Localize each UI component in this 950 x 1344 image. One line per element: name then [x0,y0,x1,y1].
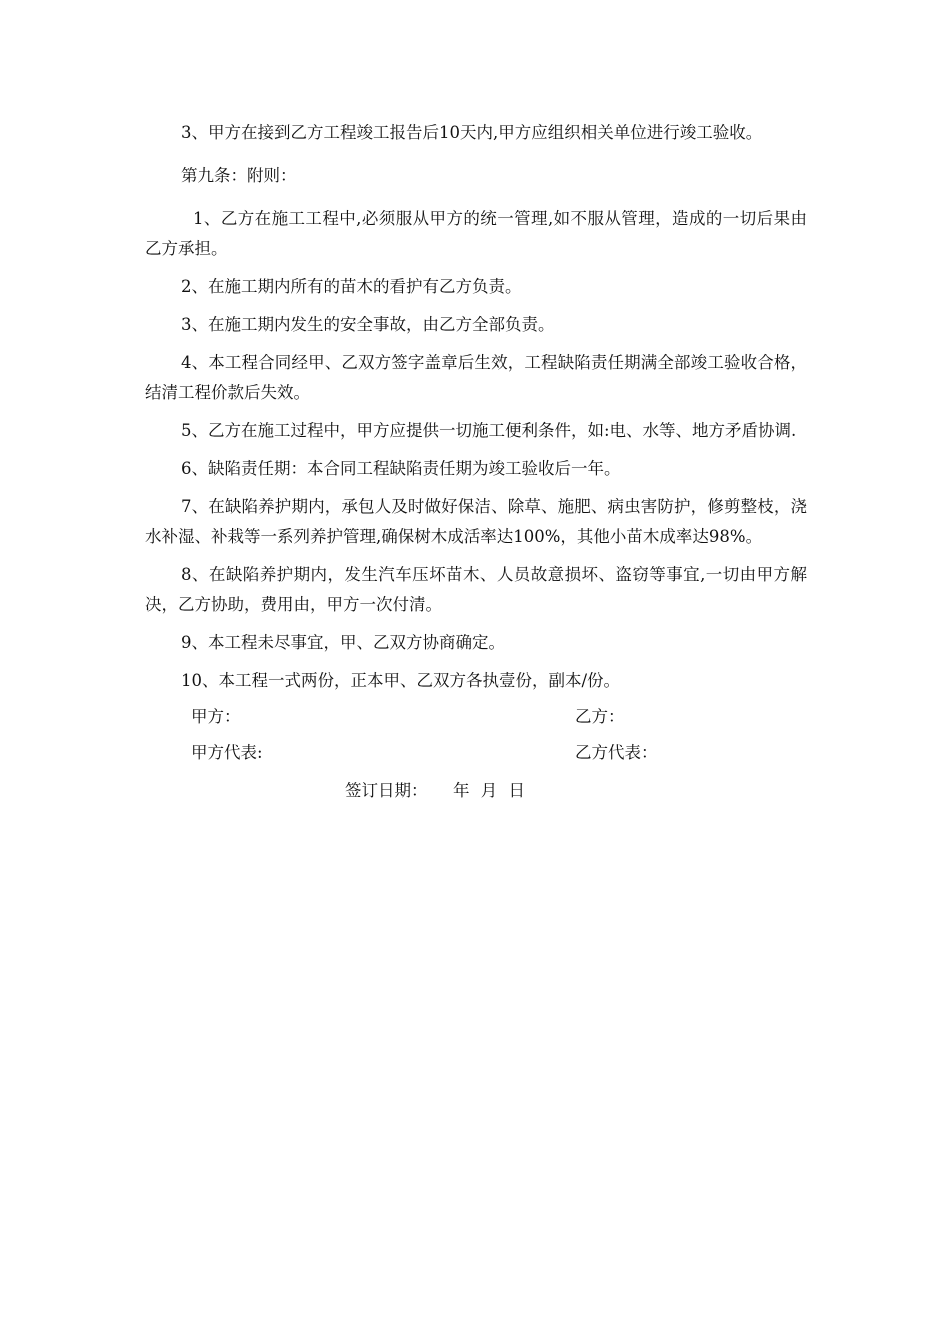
paragraph-contract-validity: 4、本工程合同经甲、乙双方签字盖章后生效，工程缺陷责任期满全部竣工验收合格，结清工程价款后失效。 [145,353,807,402]
paragraph-management: 1、乙方在施工工程中,必须服从甲方的统一管理,如不服从管理，造成的一切后果由乙方承担。 [145,209,807,258]
signing-date-row [145,776,807,806]
signature-row-parties [145,702,807,732]
paragraph-construction-conditions: 5、乙方在施工过程中，甲方应提供一切施工便利条件，如:电、水等、地方矛盾协调. [181,421,797,440]
paragraph-maintenance: 7、在缺陷养护期内，承包人及时做好保洁、除草、施肥、病虫害防护，修剪整枝，浇水补湿、补栽等一系列养护管理,确保树木成活率达100%，其他小苗木成率达98%。 [145,497,807,546]
party-b-label: 乙方： [575,707,625,726]
section-heading-article-9: 第九条：附则： [181,166,297,185]
signature-row-representatives [145,738,807,768]
party-b-rep-label: 乙方代表： [575,743,658,762]
paragraph-defect-period: 6、缺陷责任期：本合同工程缺陷责任期为竣工验收后一年。 [181,459,621,478]
paragraph-seedling-care: 2、在施工期内所有的苗木的看护有乙方负责。 [181,277,522,296]
paragraph-damage-handling: 8、在缺陷养护期内，发生汽车压坏苗木、人员故意损坏、盗窃等事宜,一切由甲方解决，乙方协助，费用由，甲方一次付清。 [145,565,807,614]
document-page [145,118,807,806]
paragraph-unresolved-matters: 9、本工程未尽事宜，甲、乙双方协商确定。 [181,633,505,652]
party-a-label: 甲方： [191,707,241,726]
signing-date-label: 签订日期： [345,781,428,800]
paragraph-copies: 10、本工程一式两份，正本甲、乙双方各执壹份，副本/份。 [181,671,621,690]
party-a-rep-label: 甲方代表: [191,743,263,762]
paragraph-safety: 3、在施工期内发生的安全事故，由乙方全部负责。 [181,315,555,334]
signing-date-placeholder: 年 月 日 [453,781,525,800]
paragraph-acceptance: 3、甲方在接到乙方工程竣工报告后10天内,甲方应组织相关单位进行竣工验收。 [181,123,763,142]
